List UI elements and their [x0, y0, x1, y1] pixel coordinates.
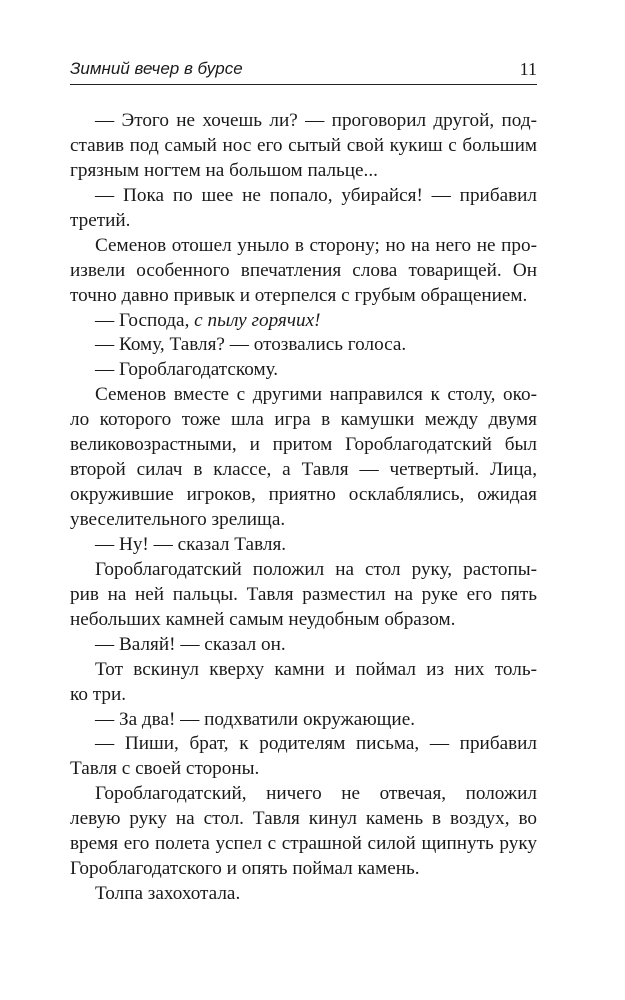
paragraph — [70, 309, 537, 334]
paragraph — [70, 533, 537, 558]
paragraph — [70, 184, 537, 234]
running-title: Зимний вечер в бурсе — [70, 59, 243, 78]
text-line — [70, 732, 537, 757]
line-text: великовозрастными, и притом Гороблагодатский был — [70, 434, 537, 456]
text-line — [70, 433, 537, 458]
text-line — [70, 633, 537, 658]
line-text: Семенов отошел уныло в сторону; но на него не про- — [95, 234, 537, 256]
line-text: Гороблагодатского и опять поймал камень. — [70, 858, 420, 880]
line-text: ко три. — [70, 683, 127, 705]
text-line — [70, 757, 537, 782]
line-text: — Пиши, брат, к родителям письма, — прибавил — [95, 733, 537, 755]
paragraph — [70, 658, 537, 708]
paragraph — [70, 333, 537, 358]
line-text: левую руку на стол. Тавля кинул камень в воздух, во — [70, 808, 537, 830]
text-line — [70, 857, 537, 882]
line-text: Гороблагодатский, ничего не отвечая, положил — [95, 783, 537, 805]
line-text: ставив под самый нос его сытый свой кукиш с большим — [70, 134, 537, 156]
text-line — [70, 284, 537, 309]
text-line — [70, 309, 537, 334]
page-number: 11 — [519, 59, 537, 79]
text-line — [70, 533, 537, 558]
line-text: Семенов вместе с другими направился к столу, око- — [95, 384, 537, 406]
text-line — [70, 683, 537, 708]
line-text: Гороблагодатский положил на стол руку, растопы- — [95, 558, 537, 580]
text-line — [70, 658, 537, 683]
text-line — [70, 483, 537, 508]
text-line — [70, 782, 537, 807]
paragraph — [70, 558, 537, 633]
line-text: рив на ней пальцы. Тавля разместил на руке его пять — [70, 583, 537, 605]
line-text: время его полета успел с страшной силой щипнуть руку — [70, 833, 537, 855]
line-text: ло которого тоже шла игра в камушки между двумя — [70, 409, 537, 431]
text-line — [70, 832, 537, 857]
running-header — [70, 58, 537, 85]
paragraph — [70, 882, 537, 907]
text-line — [70, 583, 537, 608]
line-text: второй силач в классе, а Тавля — четвертый. Лица, — [70, 459, 537, 481]
line-text: Тавля с своей стороны. — [70, 758, 260, 780]
text-line — [70, 608, 537, 633]
paragraph — [70, 633, 537, 658]
text-line — [70, 807, 537, 832]
text-line — [70, 259, 537, 284]
line-text: Тот вскинул кверху камни и поймал из них толь- — [95, 658, 537, 680]
line-text: — Гороблагодатскому. — [95, 359, 279, 381]
text-line — [70, 558, 537, 583]
page-body-text — [70, 109, 537, 907]
text-line — [70, 209, 537, 234]
line-text: — За два! — подхватили окружающие. — [95, 708, 416, 730]
line-text: окружившие игроков, приятно осклаблялись, ожидая — [70, 484, 537, 506]
line-text: — Господа, — [95, 309, 195, 331]
line-text: третий. — [70, 209, 131, 231]
text-line — [70, 234, 537, 259]
italic-text: с пылу горячих! — [194, 309, 321, 331]
paragraph — [70, 358, 537, 383]
paragraph — [70, 234, 537, 309]
text-line — [70, 458, 537, 483]
line-text: грязным ногтем на большом пальце... — [70, 159, 378, 181]
paragraph — [70, 708, 537, 733]
text-line — [70, 383, 537, 408]
text-line — [70, 109, 537, 134]
text-line — [70, 134, 537, 159]
line-text: Толпа захохотала. — [95, 883, 241, 905]
paragraph — [70, 109, 537, 184]
text-line — [70, 358, 537, 383]
text-line — [70, 508, 537, 533]
text-line — [70, 708, 537, 733]
paragraph — [70, 732, 537, 782]
text-line — [70, 408, 537, 433]
line-text: увеселительного зрелища. — [70, 509, 286, 530]
paragraph — [70, 383, 537, 533]
line-text: — Этого не хочешь ли? — проговорил другой, под- — [95, 110, 537, 131]
line-text: извели особенного впечатления слова товарищей. Он — [70, 259, 537, 281]
text-line — [70, 882, 537, 907]
line-text: небольших камней самым неудобным образом. — [70, 608, 456, 630]
line-text: — Валяй! — сказал он. — [95, 633, 286, 655]
text-line — [70, 184, 537, 209]
line-text: — Ну! — сказал Тавля. — [95, 533, 287, 555]
text-line — [70, 159, 537, 184]
line-text: — Пока по шее не попало, убирайся! — прибавил — [95, 184, 537, 206]
line-text: — Кому, Тавля? — отозвались голоса. — [95, 334, 407, 356]
text-line — [70, 333, 537, 358]
paragraph — [70, 782, 537, 882]
line-text: точно давно привык и отерпелся с грубым обращением. — [70, 284, 528, 306]
